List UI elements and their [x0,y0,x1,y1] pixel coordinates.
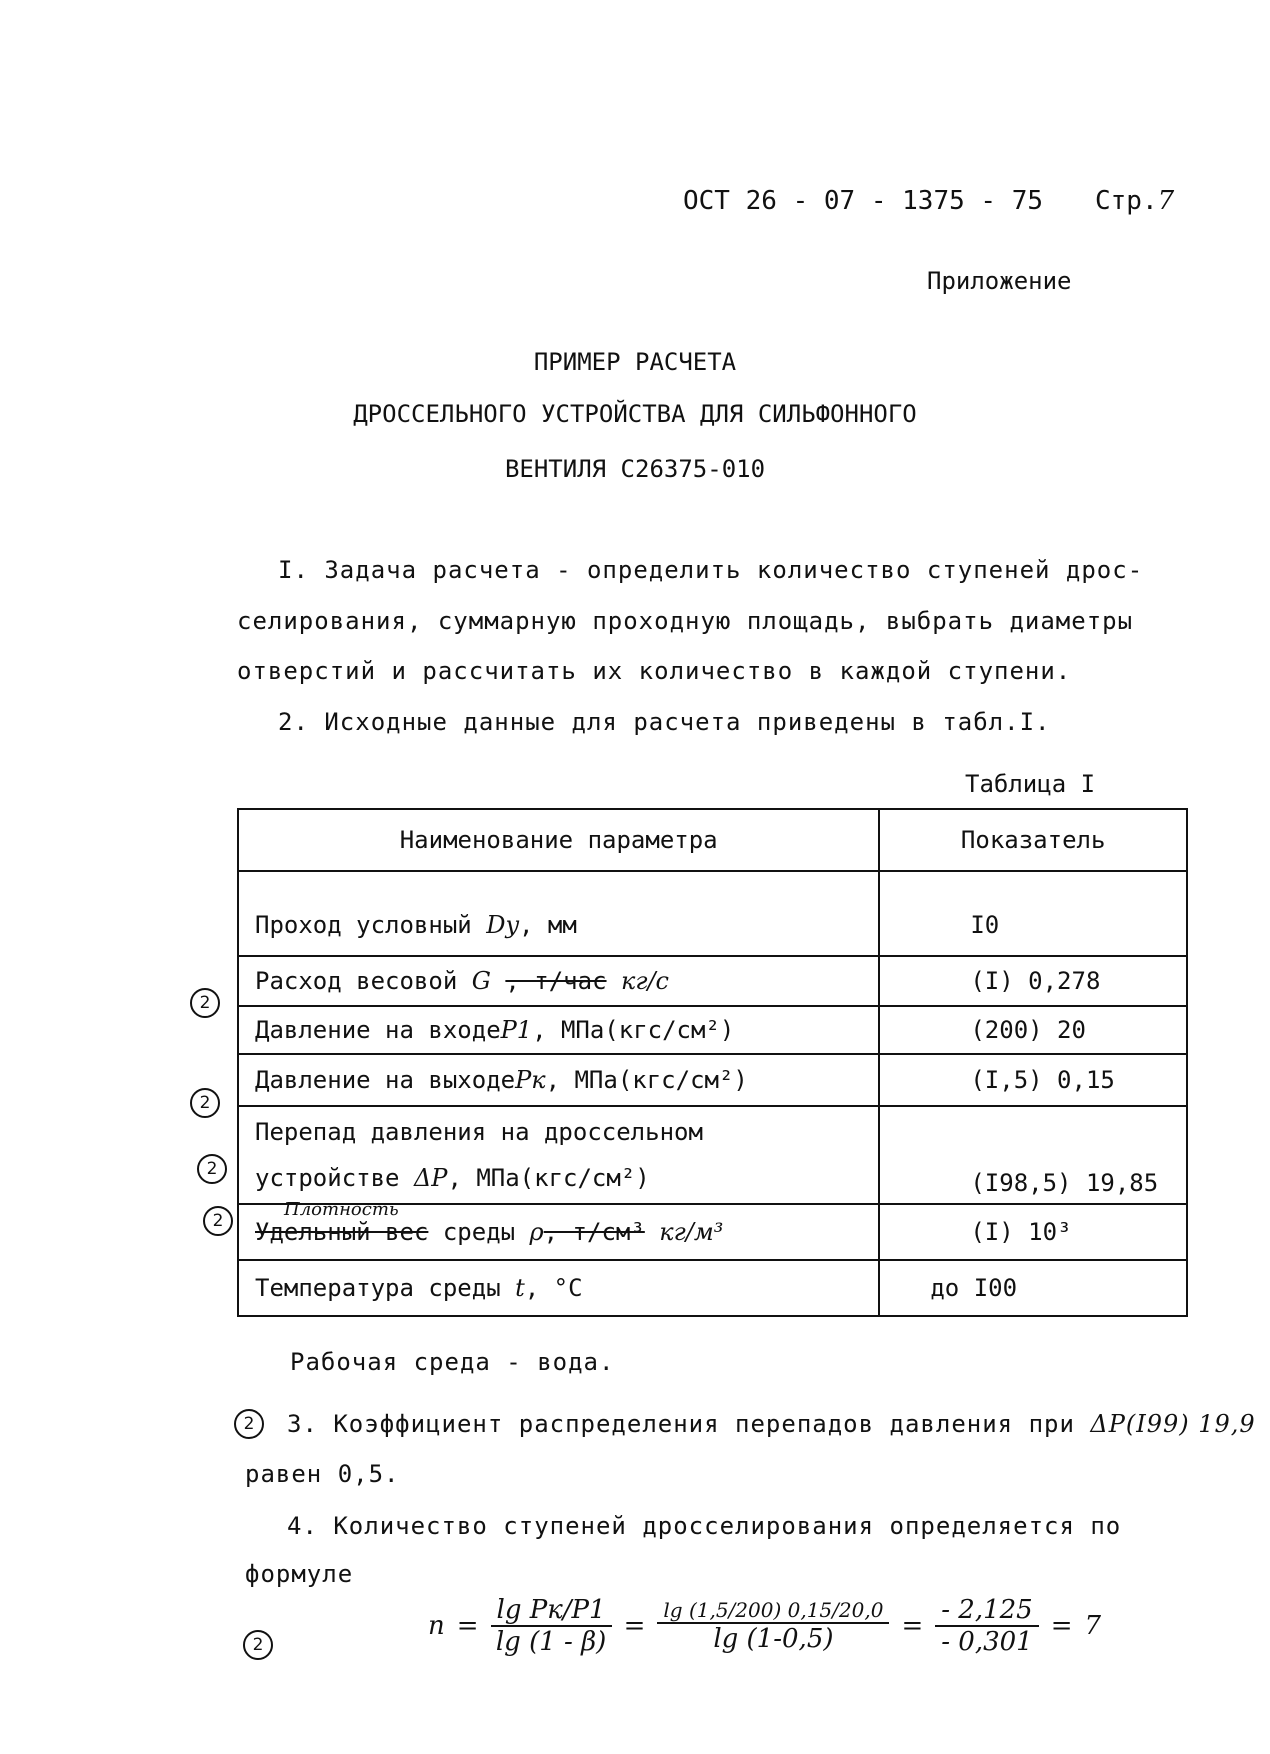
paragraph-1-line-1: I. Задача расчета - определить количество ступеней дрос- [278,556,1144,584]
working-medium-note: Рабочая среда - вода. [290,1348,615,1376]
table-cell-value: (200) 20 [879,1006,1187,1054]
stages-formula: n = lg Pк/P1 lg (1 - β) = lg (1,5/200) 0,15/20,0 lg (1-0,5) = $\frac{- 2,125}{- 0,301}$ = 7 [428,1595,1102,1657]
paragraph-3-line-1: 3. Коэффициент распределения перепадов давления при ΔP(I99) 19,9 [287,1410,1256,1438]
table-row: Плотность Удельный вес среды ρ, т/см³ кг/м³ (I) 10³ [238,1204,1187,1260]
revision-marker: 2 [203,1206,233,1236]
table-row: Перепад давления на дроссельном устройстве ΔP, МПа(кгс/см²) (I98,5) 19,85 [238,1106,1187,1204]
table-caption: Таблица I [965,770,1096,798]
table-row: Давление на входеP1, МПа(кгс/см²) (200) 20 [238,1006,1187,1054]
page-number: 7 [1157,186,1175,216]
revision-marker: 2 [197,1154,227,1184]
table-row: Расход весовой G , т/час кг/с (I) 0,278 [238,956,1187,1006]
table-cell-value: до I00 [879,1260,1187,1316]
table-header-name: Наименование параметра [238,809,879,871]
title-line-2: ДРОССЕЛЬНОГО УСТРОЙСТВА ДЛЯ СИЛЬФОННОГО [353,400,917,428]
revision-marker: 2 [234,1409,264,1439]
table-header-value: Показатель [879,809,1187,871]
paragraph-4-line-1: 4. Количество ступеней дросселирования определяется по [287,1512,1122,1540]
table-cell-value: (I) 0,278 [879,956,1187,1006]
paragraph-1-line-2: селирования, суммарную проходную площадь, выбрать диаметры [237,607,1134,635]
table-header-row [238,809,1187,871]
table-row: Температура среды t, °C до I00 [238,1260,1187,1316]
revision-marker: 2 [243,1630,273,1660]
table-row: Проход условный Dy, мм I0 [238,871,1187,956]
appendix-label: Приложение [927,267,1072,295]
revision-marker: 2 [190,1088,220,1118]
paragraph-1-line-3: отверстий и рассчитать их количество в каждой ступени. [237,657,1072,685]
table-cell-value: (I,5) 0,15 [879,1054,1187,1106]
title-line-1: ПРИМЕР РАСЧЕТА [533,348,737,376]
revision-marker: 2 [190,988,220,1018]
paragraph-4-line-2: формуле [245,1560,354,1588]
parameters-table [237,808,1188,1317]
table-cell-value: I0 [879,871,1187,956]
title-line-3: ВЕНТИЛЯ С26375-010 [504,455,766,483]
table-cell-value: (I) 10³ [879,1204,1187,1260]
paragraph-3-line-2: равен 0,5. [245,1460,400,1488]
table-cell-value: (I98,5) 19,85 [879,1106,1187,1204]
document-code: ОСТ 26 - 07 - 1375 - 75 [683,186,1044,216]
table-row: Давление на выходеPк, МПа(кгс/см²) (I,5) 0,15 [238,1054,1187,1106]
paragraph-2: 2. Исходные данные для расчета приведены в табл.I. [278,708,1051,736]
page-number-label: Стр.7 [1095,186,1175,216]
